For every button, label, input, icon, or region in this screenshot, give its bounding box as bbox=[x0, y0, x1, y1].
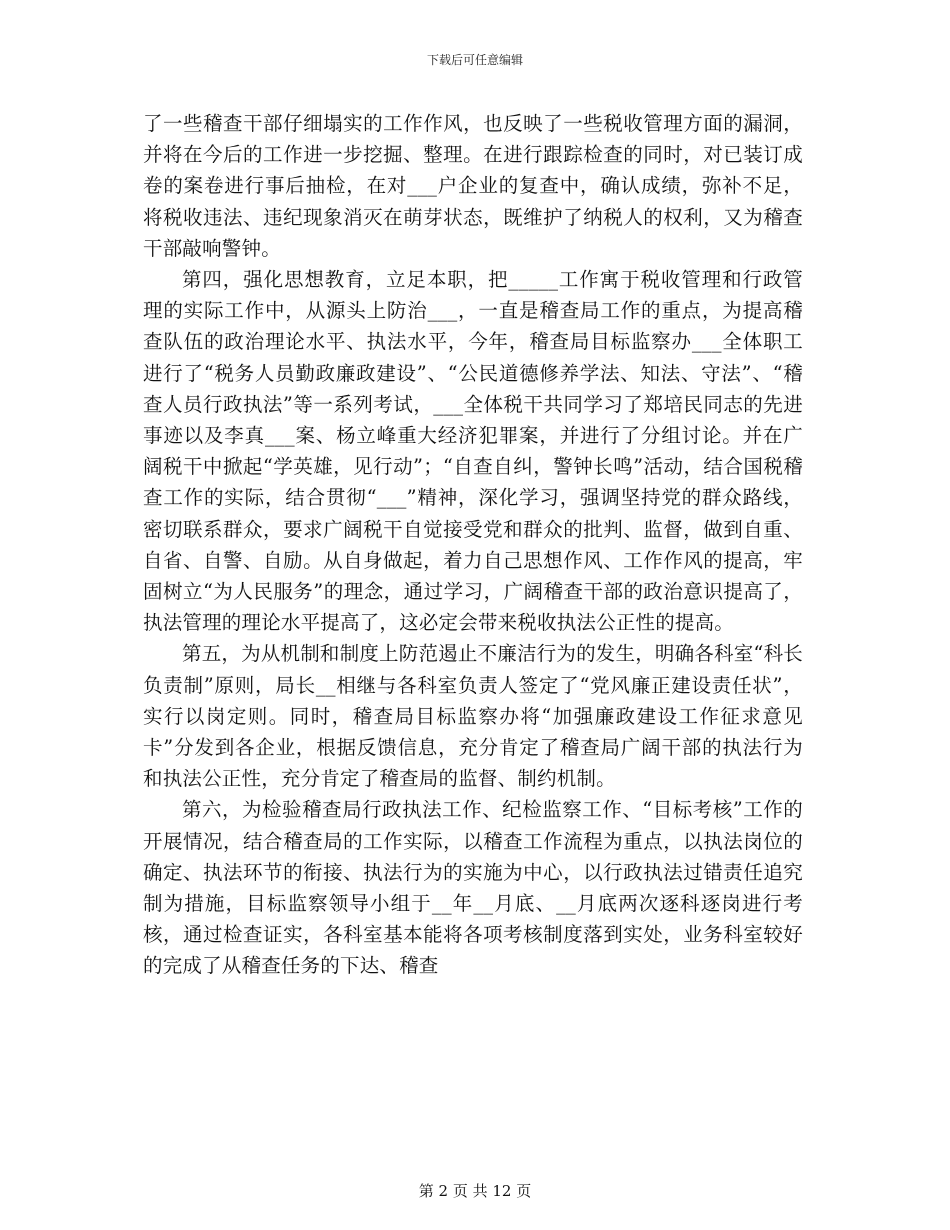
page-footer: 第 2 页 共 12 页 bbox=[418, 1182, 532, 1200]
page-header: 下载后可任意编辑 bbox=[426, 53, 523, 67]
paragraph-continued: 了一些稽查干部仔细塌实的工作作风，也反映了一些税收管理方面的漏洞，并将在今后的工作进一步挖掘、整理。在进行跟踪检查的同时，对已装订成卷的案卷进行事后抽检，在对___户企业的复查中，确认成绩，弥补不足，将税收违法、违纪现象消灭在萌芽状态，既维护了纳税人的权利，又为稽查干部敲响警钟。 bbox=[143, 112, 803, 260]
document-body bbox=[143, 108, 803, 982]
paragraph-fourth: 第四，强化思想教育，立足本职，把_____工作寓于税收管理和行政管理的实际工作中，从源头上防治___，一直是稽查局工作的重点，为提高稽查队伍的政治理论水平、执法水平，今年，稽查局目标监察办___全体职工进行了“税务人员勤政廉政建设”、“公民道德修养学法、知法、守法”、“稽查人员行政执法”等一系列考试，___全体税干共同学习了郑培民同志的先进事迹以及李真___案、杨立峰重大经济犯罪案，并进行了分组讨论。并在广阔税干中掀起“学英雄，见行动”；“自查自纠，警钟长鸣”活动，结合国税稽查工作的实际，结合贯彻“___”精神，深化学习，强调坚持党的群众路线，密切联系群众，要求广阔税干自觉接受党和群众的批判、监督，做到自重、自省、自警、自励。从自身做起，着力自己思想作风、工作作风的提高，牢固树立“为人民服务”的理念，通过学习，广阔稽查干部的政治意识提高了，执法管理的理论水平提高了，这必定会带来税收执法公正性的提高。 bbox=[143, 268, 803, 635]
paragraph-fifth: 第五，为从机制和制度上防范遏止不廉洁行为的发生，明确各科室“科长负责制”原则，局长__相继与各科室负责人签定了“党风廉正建设责任状”，实行以岗定则。同时，稽查局目标监察办将“加强廉政建设工作征求意见卡”分发到各企业，根据反馈信息，充分肯定了稽查局广阔干部的执法行为和执法公正性，充分肯定了稽查局的监督、制约机制。 bbox=[143, 642, 803, 791]
paragraph-sixth: 第六，为检验稽查局行政执法工作、纪检监察工作、“目标考核”工作的开展情况，结合稽查局的工作实际，以稽查工作流程为重点，以执法岗位的确定、执法环节的衔接、执法行为的实施为中心，以行政执法过错责任追究制为措施，目标监察领导小组于__年__月底、__月底两次逐科逐岗进行考核，通过检查证实，各科室基本能将各项考核制度落到实处，业务科室较好的完成了从稽查任务的下达、稽查 bbox=[143, 798, 803, 978]
